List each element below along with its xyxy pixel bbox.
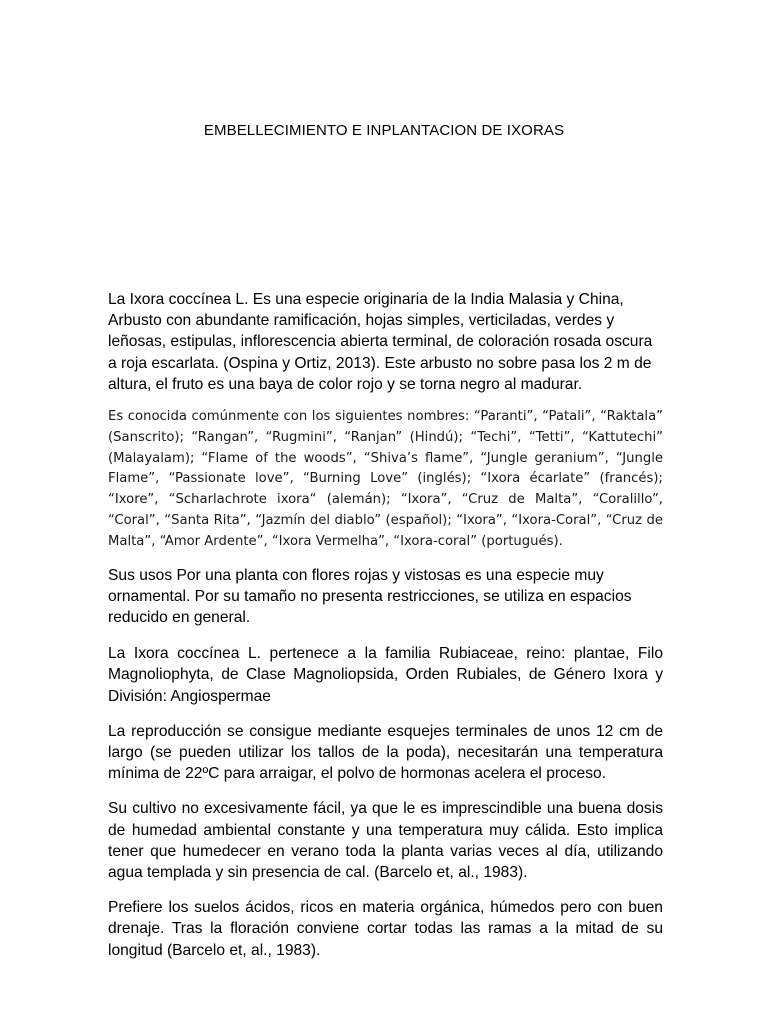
document-title: EMBELLECIMIENTO E INPLANTACION DE IXORAS xyxy=(203,122,565,139)
paragraph-reproduction: La reproducción se consigue mediante esquejes terminales de unos 12 cm de largo (se pueden utilizar los tallos de la poda), necesitarán una temperatura mínima de 22ºC para arraigar, el polvo de hormonas acelera el proceso. xyxy=(108,722,663,783)
paragraph-common-names: Es conocida comúnmente con los siguientes nombres: “Paranti”, “Patali”, “Raktala” (Sanscrito); “Rangan”, “Rugmini”, “Ranjan” (Hindú); “Techi”, “Tetti”, “Kattutechi” (Malayalam); “Flame of the woods”, “Shiva’s flame”, “Jungle geranium”, “Jungle Flame”, “Passionate love”, “Burning Love” (inglés); “Ixora écarlate” (francés); “Ixore”, “Scharlachrote ixora“ (alemán); “Ixora”, “Cruz de Malta”, “Coralillo”, “Coral”, “Santa Rita”, “Jazmín del diablo” (español); “Ixora”, “Ixora-Coral”, “Cruz de Malta”, “Amor Ardente”, “Ixora Vermelha”, “Ixora-coral” (portugués). xyxy=(108,409,663,549)
paragraph-soil: Prefiere los suelos ácidos, ricos en materia orgánica, húmedos pero con buen drenaje. Tras la floración conviene cortar todas las ramas a la mitad de su longitud (Barcelo et, al., 1983). xyxy=(108,899,663,959)
document-body xyxy=(108,289,663,974)
paragraph-uses: Sus usos Por una planta con flores rojas y vistosas es una especie muy ornamental. Por su tamaño no presenta restricciones, se utiliza en espacios reducido en general. xyxy=(108,566,632,626)
paragraph-taxonomy: La Ixora coccínea L. pertenece a la familia Rubiaceae, reino: plantae, Filo Magnoliophyta, de Clase Magnoliopsida, Orden Rubiales, de Género Ixora y División: Angiospermae xyxy=(108,645,663,705)
paragraph-cultivation: Su cultivo no excesivamente fácil, ya que le es imprescindible una buena dosis de humedad ambiental constante y una temperatura muy cálida. Esto implica tener que humedecer en verano toda la planta varias veces al día, utilizando agua templada y sin presencia de cal. (Barcelo et, al., 1983). xyxy=(108,800,663,882)
paragraph-description: La Ixora coccínea L. Es una especie originaria de la India Malasia y China, Arbusto con abundante ramificación, hojas simples, verticiladas, verdes y leñosas, estipulas, inflorescencia abierta terminal, de coloración rosada oscura a roja escarlata. (Ospina y Ortiz, 2013). Este arbusto no sobre pasa los 2 m de altura, el fruto es una baya de color rojo y se torna negro al madurar. xyxy=(108,291,653,393)
